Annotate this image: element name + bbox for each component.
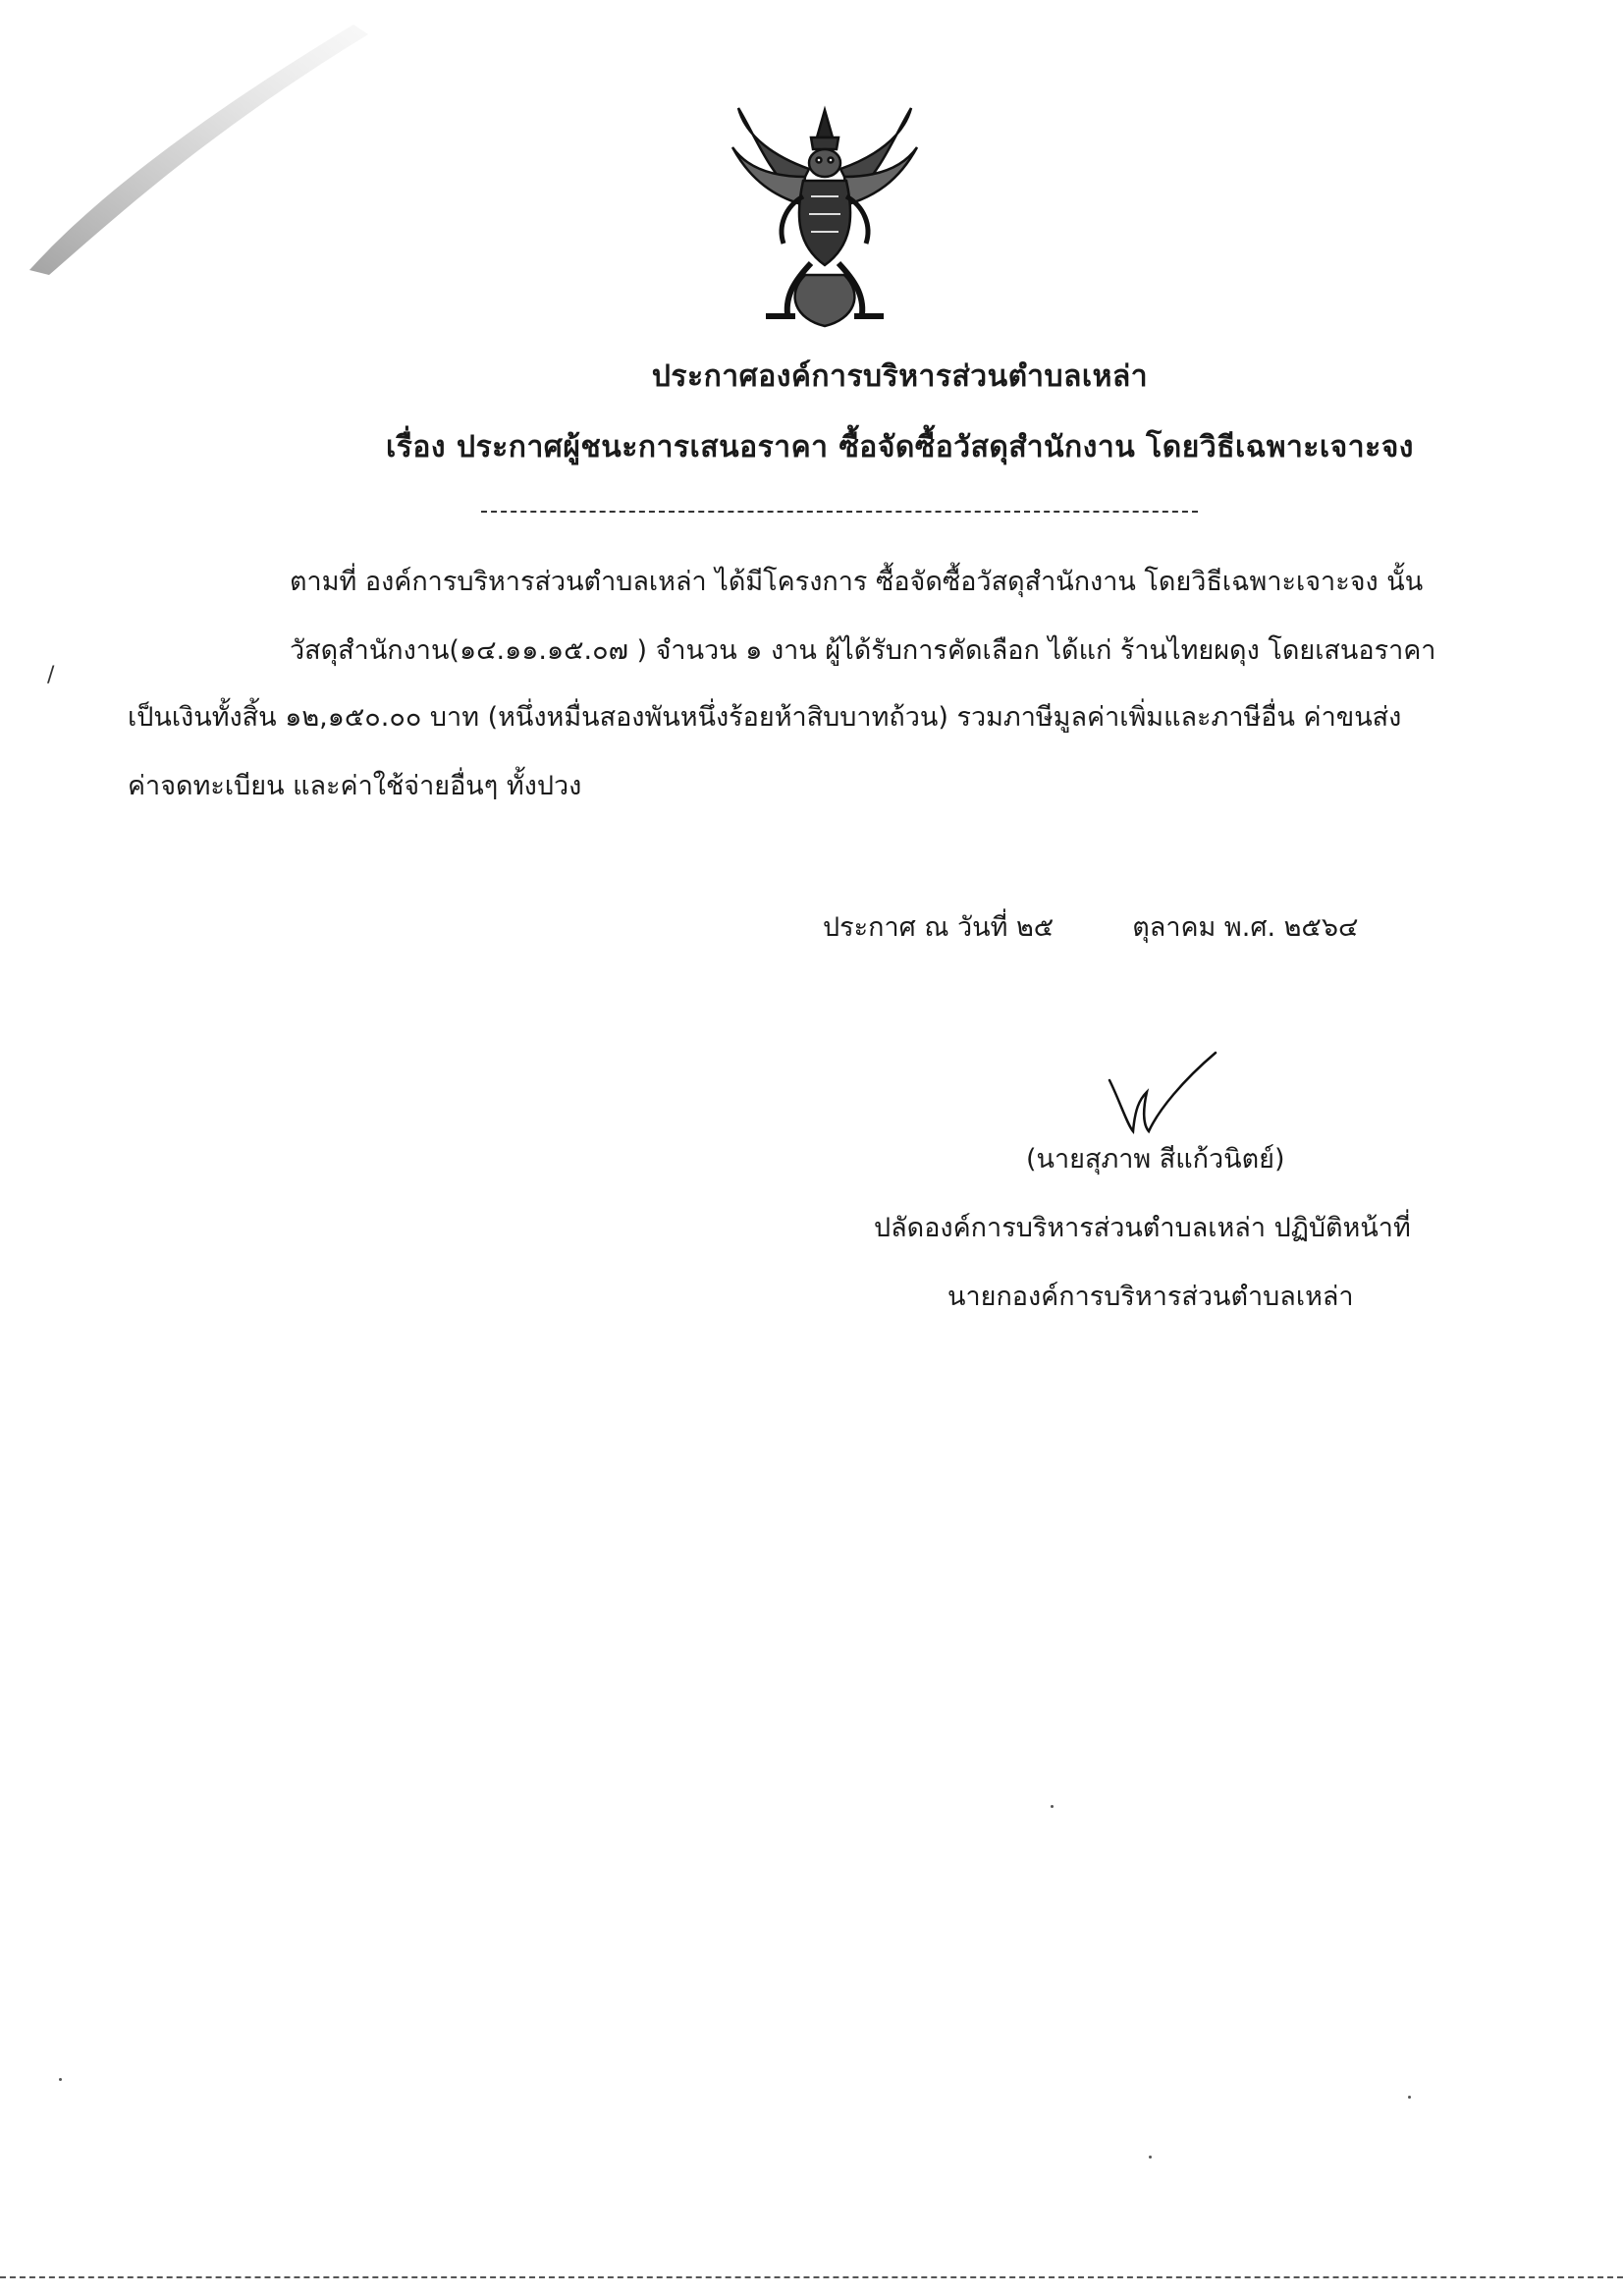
signatory-name: (นายสุภาพ สีแก้วนิตย์) <box>1026 1144 1285 1175</box>
announcement-date <box>823 905 1358 948</box>
body-line-1: ตามที่ องค์การบริหารส่วนตำบลเหล่า ได้มีโครงการ ซื้อจัดซื้อวัสดุสำนักงาน โดยวิธีเฉพาะเจาะจง นั้น <box>290 567 1424 597</box>
body-line-3: เป็นเงินทั้งสิ้น ๑๒,๑๕๐.๐๐ บาท (หนึ่งหมื่นสองพันหนึ่งร้อยห้าสิบบาทถ้วน) รวมภาษีมูลค่าเพิ่มและภาษีอื่น ค่าขนส่ง <box>128 702 1402 733</box>
date-prefix: ประกาศ ณ วันที่ ๒๕ <box>823 912 1055 943</box>
scan-speck <box>1051 1805 1054 1808</box>
body-line-4: ค่าจดทะเบียน และค่าใช้จ่ายอื่นๆ ทั้งปวง <box>128 771 582 801</box>
title-separator <box>481 511 1198 513</box>
signatory-position-2: นายกองค์การบริหารส่วนตำบลเหล่า <box>947 1282 1354 1312</box>
garuda-emblem-icon <box>727 98 923 334</box>
scan-speck <box>1149 2156 1152 2159</box>
scan-speck <box>59 2078 62 2081</box>
date-month-year: ตุลาคม พ.ศ. ๒๕๖๔ <box>1132 912 1359 943</box>
announcement-title: ประกาศองค์การบริหารส่วนตำบลเหล่า <box>651 359 1149 394</box>
handwritten-signature-icon <box>1100 1041 1217 1139</box>
scan-bottom-edge <box>0 2276 1623 2278</box>
signatory-position-1: ปลัดองค์การบริหารส่วนตำบลเหล่า ปฏิบัติหน้าที่ <box>874 1213 1411 1243</box>
scan-smudge <box>20 20 373 275</box>
scan-speck <box>1408 2096 1411 2099</box>
body-line-2: วัสดุสำนักงาน(๑๔.๑๑.๑๕.๐๗ ) จำนวน ๑ งาน ผู้ได้รับการคัดเลือก ได้แก่ ร้านไทยผดุง โดยเสนอราคา <box>290 635 1436 666</box>
announcement-subject: เรื่อง ประกาศผู้ชนะการเสนอราคา ซื้อจัดซื้อวัสดุสำนักงาน โดยวิธีเฉพาะเจาะจง <box>386 430 1414 465</box>
margin-mark: / <box>47 663 55 687</box>
